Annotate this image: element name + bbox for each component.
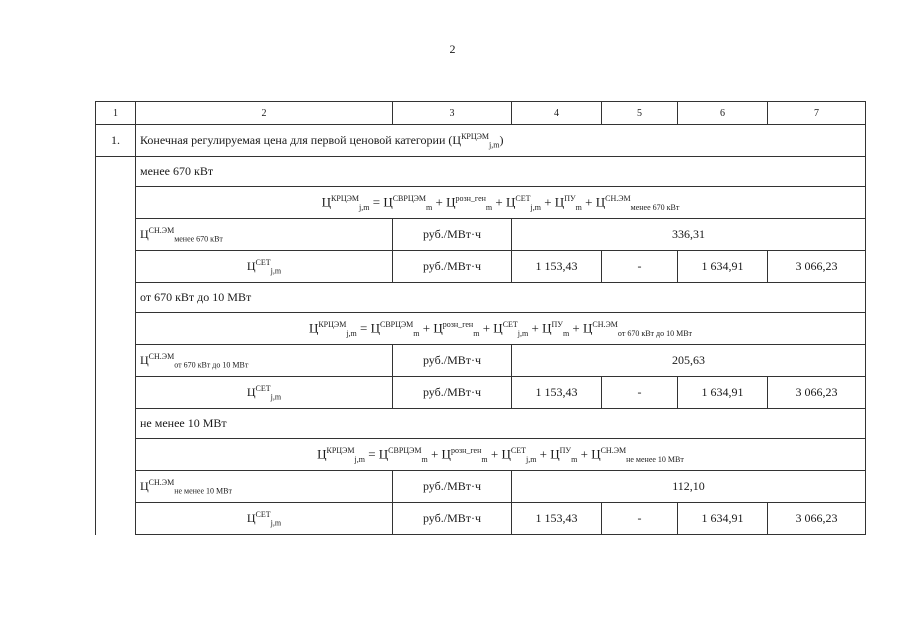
unit-cell: руб./МВт·ч [393,251,512,283]
value-cell-5: - [602,251,678,283]
value-cell-5: - [602,377,678,409]
value-cell-7: 3 066,23 [768,251,866,283]
header-cell-2: 2 [136,102,393,125]
network-row [96,503,866,535]
unit-cell: руб./МВт·ч [393,377,512,409]
component-row [96,345,866,377]
section-heading-row [96,157,866,187]
header-cell-5: 5 [602,102,678,125]
network-row [96,251,866,283]
unit-cell: руб./МВт·ч [393,345,512,377]
formula-row [96,313,866,345]
value-cell: 336,31 [512,219,866,251]
value-cell-4: 1 153,43 [512,251,602,283]
value-cell-7: 3 066,23 [768,377,866,409]
formula: $Ц^{КРЦЭМ}_{j,m} = Ц^{СВРЦЭМ}_m + Ц^{розн\_ген}_m + Ц^{СЕТ}_{j,m} + Ц^{ПУ}_m + Ц^{СН.ЭМ}_{не менее 10 МВт}$ [136,439,866,471]
formula: $Ц^{КРЦЭМ}_{j,m} = Ц^{СВРЦЭМ}_m + Ц^{розн\_ген}_m + Ц^{СЕТ}_{j,m} + Ц^{ПУ}_m + Ц^{СН.ЭМ}_{менее 670 кВт}$ [136,187,866,219]
value-cell-4: 1 153,43 [512,377,602,409]
value-cell-4: 1 153,43 [512,503,602,535]
value-cell-5: - [602,503,678,535]
network-symbol: $Ц^{СЕТ}_{j,m}$ [136,503,393,535]
header-cell-6: 6 [678,102,768,125]
component-symbol: $Ц^{СН.ЭМ}_{от 670 кВт до 10 МВт}$ [136,345,393,377]
network-symbol: $Ц^{СЕТ}_{j,m}$ [136,377,393,409]
row-number: 1. [96,125,136,157]
unit-cell: руб./МВт·ч [393,503,512,535]
section-heading: не менее 10 МВт [136,409,866,439]
value-cell-7: 3 066,23 [768,503,866,535]
header-cell-1: 1 [96,102,136,125]
section-heading: менее 670 кВт [136,157,866,187]
row-title: Конечная регулируемая цена для первой ценовой категории $(Ц^{КРЦЭМ}_{j,m})$ [136,125,866,157]
unit-cell: руб./МВт·ч [393,219,512,251]
component-row [96,219,866,251]
section-heading-row [96,283,866,313]
formula: $Ц^{КРЦЭМ}_{j,m} = Ц^{СВРЦЭМ}_m + Ц^{розн\_ген}_m + Ц^{СЕТ}_{j,m} + Ц^{ПУ}_m + Ц^{СН.ЭМ}_{от 670 кВт до 10 МВт}$ [136,313,866,345]
header-cell-3: 3 [393,102,512,125]
header-cell-4: 4 [512,102,602,125]
formula-row [96,187,866,219]
network-row [96,377,866,409]
row-1 [96,125,866,157]
formula-row [96,439,866,471]
tariff-table [95,101,866,535]
component-symbol: $Ц^{СН.ЭМ}_{менее 670 кВт}$ [136,219,393,251]
component-symbol: $Ц^{СН.ЭМ}_{не менее 10 МВт}$ [136,471,393,503]
header-cell-7: 7 [768,102,866,125]
value-cell-6: 1 634,91 [678,503,768,535]
value-cell-6: 1 634,91 [678,251,768,283]
value-cell: 205,63 [512,345,866,377]
section-heading-row [96,409,866,439]
value-cell-6: 1 634,91 [678,377,768,409]
section-heading: от 670 кВт до 10 МВт [136,283,866,313]
network-symbol: $Ц^{СЕТ}_{j,m}$ [136,251,393,283]
value-cell: 112,10 [512,471,866,503]
component-row [96,471,866,503]
empty-number-cell [96,157,136,535]
page-number: 2 [449,42,456,56]
unit-cell: руб./МВт·ч [393,471,512,503]
header-row [96,102,866,125]
